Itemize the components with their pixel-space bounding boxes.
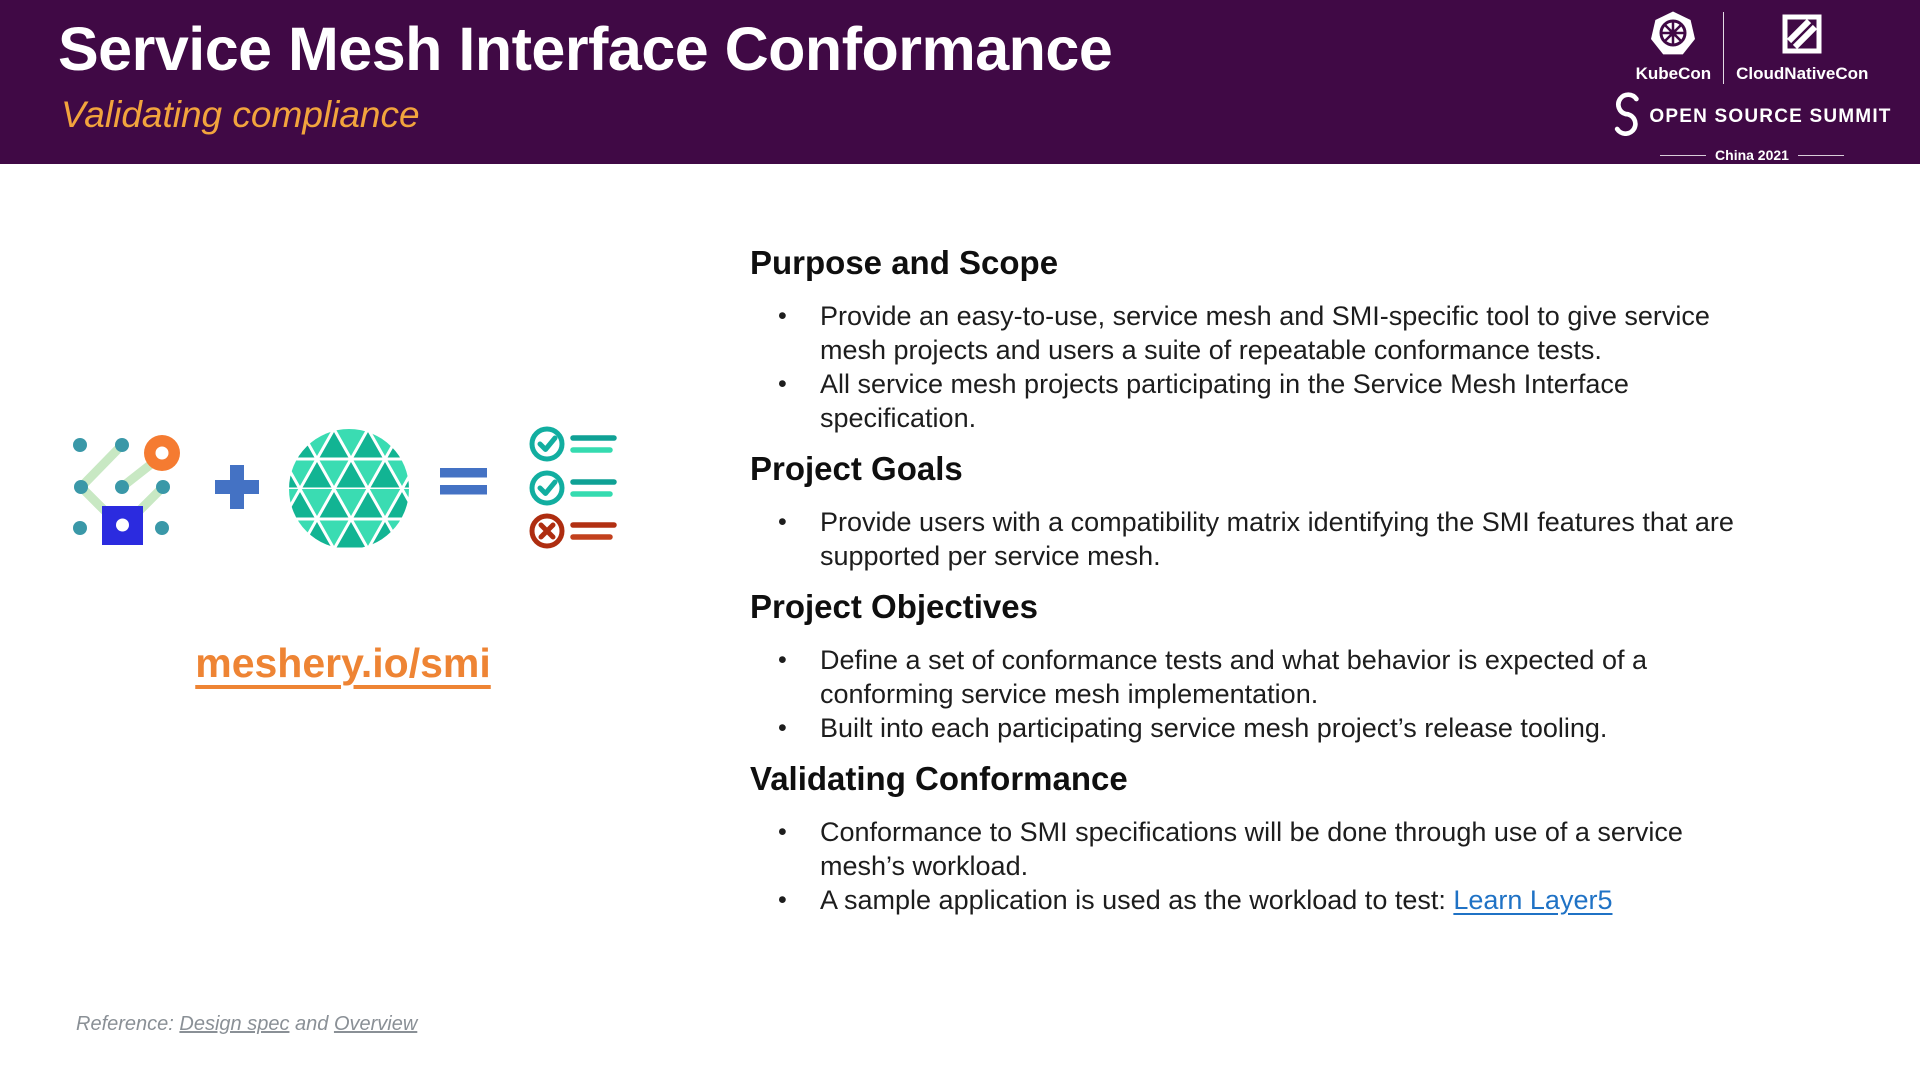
overview-link[interactable]: Overview <box>333 1013 418 1035</box>
meshery-smi-link[interactable]: meshery.io/smi <box>195 640 491 686</box>
section-heading-goals: Project Goals <box>750 450 963 487</box>
bullet-item: • All service mesh projects participating in the Service Mesh Interface specification. <box>778 369 1629 433</box>
logo-row <box>1634 10 1870 84</box>
event-label: China 2021 <box>1715 147 1789 163</box>
open-source-summit-logo <box>1634 92 1892 141</box>
cloudnativecon-icon <box>1781 10 1823 58</box>
bullet-item: • Provide an easy-to-use, service mesh and SMI-specific tool to give service mesh projects and users a suite of repeatable conformance tests. <box>778 301 1710 365</box>
bullet-marker: • <box>778 818 787 846</box>
event-line-right <box>1798 155 1844 156</box>
bullet-text-with-link: A sample application is used as the workload to test: Learn Layer5 <box>820 885 1613 915</box>
event-line-left <box>1660 155 1706 156</box>
header-band <box>0 0 1920 164</box>
equals-icon <box>440 467 488 500</box>
bullet-marker: • <box>778 302 787 330</box>
logo-divider <box>1723 12 1724 84</box>
bullet-marker: • <box>778 886 787 914</box>
reference-connector: and <box>289 1013 334 1035</box>
bullet-list-goals <box>750 505 1875 573</box>
conference-logos <box>1634 10 1892 163</box>
meshery-link-wrap <box>63 640 623 687</box>
summit-label: OPEN SOURCE SUMMIT <box>1649 105 1892 127</box>
bullet-item <box>750 883 1875 917</box>
conformance-checklist-icon <box>524 419 624 559</box>
bullet-list-objectives <box>750 643 1875 745</box>
slide-subtitle: Validating compliance <box>61 94 420 135</box>
summit-s-icon <box>1612 92 1642 141</box>
bullet-item: • Conformance to SMI specifications will be done through use of a service mesh’s workload. <box>778 817 1683 881</box>
reference-prefix: Reference: <box>76 1013 180 1035</box>
bullet-item: • Provide users with a compatibility matrix identifying the SMI features that are supported per service mesh. <box>778 507 1734 571</box>
bullet-list-validating <box>750 815 1875 917</box>
bullet-marker: • <box>778 646 787 674</box>
section-heading-purpose: Purpose and Scope <box>750 244 1059 281</box>
cloudnativecon-label: CloudNativeCon <box>1736 64 1869 83</box>
smi-mesh-sphere-icon <box>288 428 410 555</box>
bullet-list-purpose <box>750 299 1875 435</box>
event-row <box>1634 147 1870 163</box>
learn-layer5-link[interactable]: Learn Layer5 <box>1453 885 1613 915</box>
reference-line <box>76 1013 417 1036</box>
section-heading-validating: Validating Conformance <box>750 760 1128 797</box>
bullet-marker: • <box>778 370 787 398</box>
bullet-item: • Built into each participating service mesh project’s release tooling. <box>778 713 1608 743</box>
service-mesh-graph-icon <box>62 433 197 560</box>
kubecon-logo <box>1636 10 1712 84</box>
section-heading-objectives: Project Objectives <box>750 588 1038 625</box>
cloudnativecon-logo <box>1736 10 1868 84</box>
plus-icon <box>212 462 262 517</box>
bullet-marker: • <box>778 714 787 742</box>
kubecon-helm-icon <box>1650 10 1696 58</box>
bullet-item: • Define a set of conformance tests and what behavior is expected of a conforming service mesh implementation. <box>778 645 1647 709</box>
kubecon-label: KubeCon <box>1635 64 1712 83</box>
content-column <box>750 243 1875 917</box>
design-spec-link[interactable]: Design spec <box>179 1013 290 1035</box>
bullet-marker: • <box>778 508 787 536</box>
slide-title: Service Mesh Interface Conformance <box>58 15 1113 83</box>
